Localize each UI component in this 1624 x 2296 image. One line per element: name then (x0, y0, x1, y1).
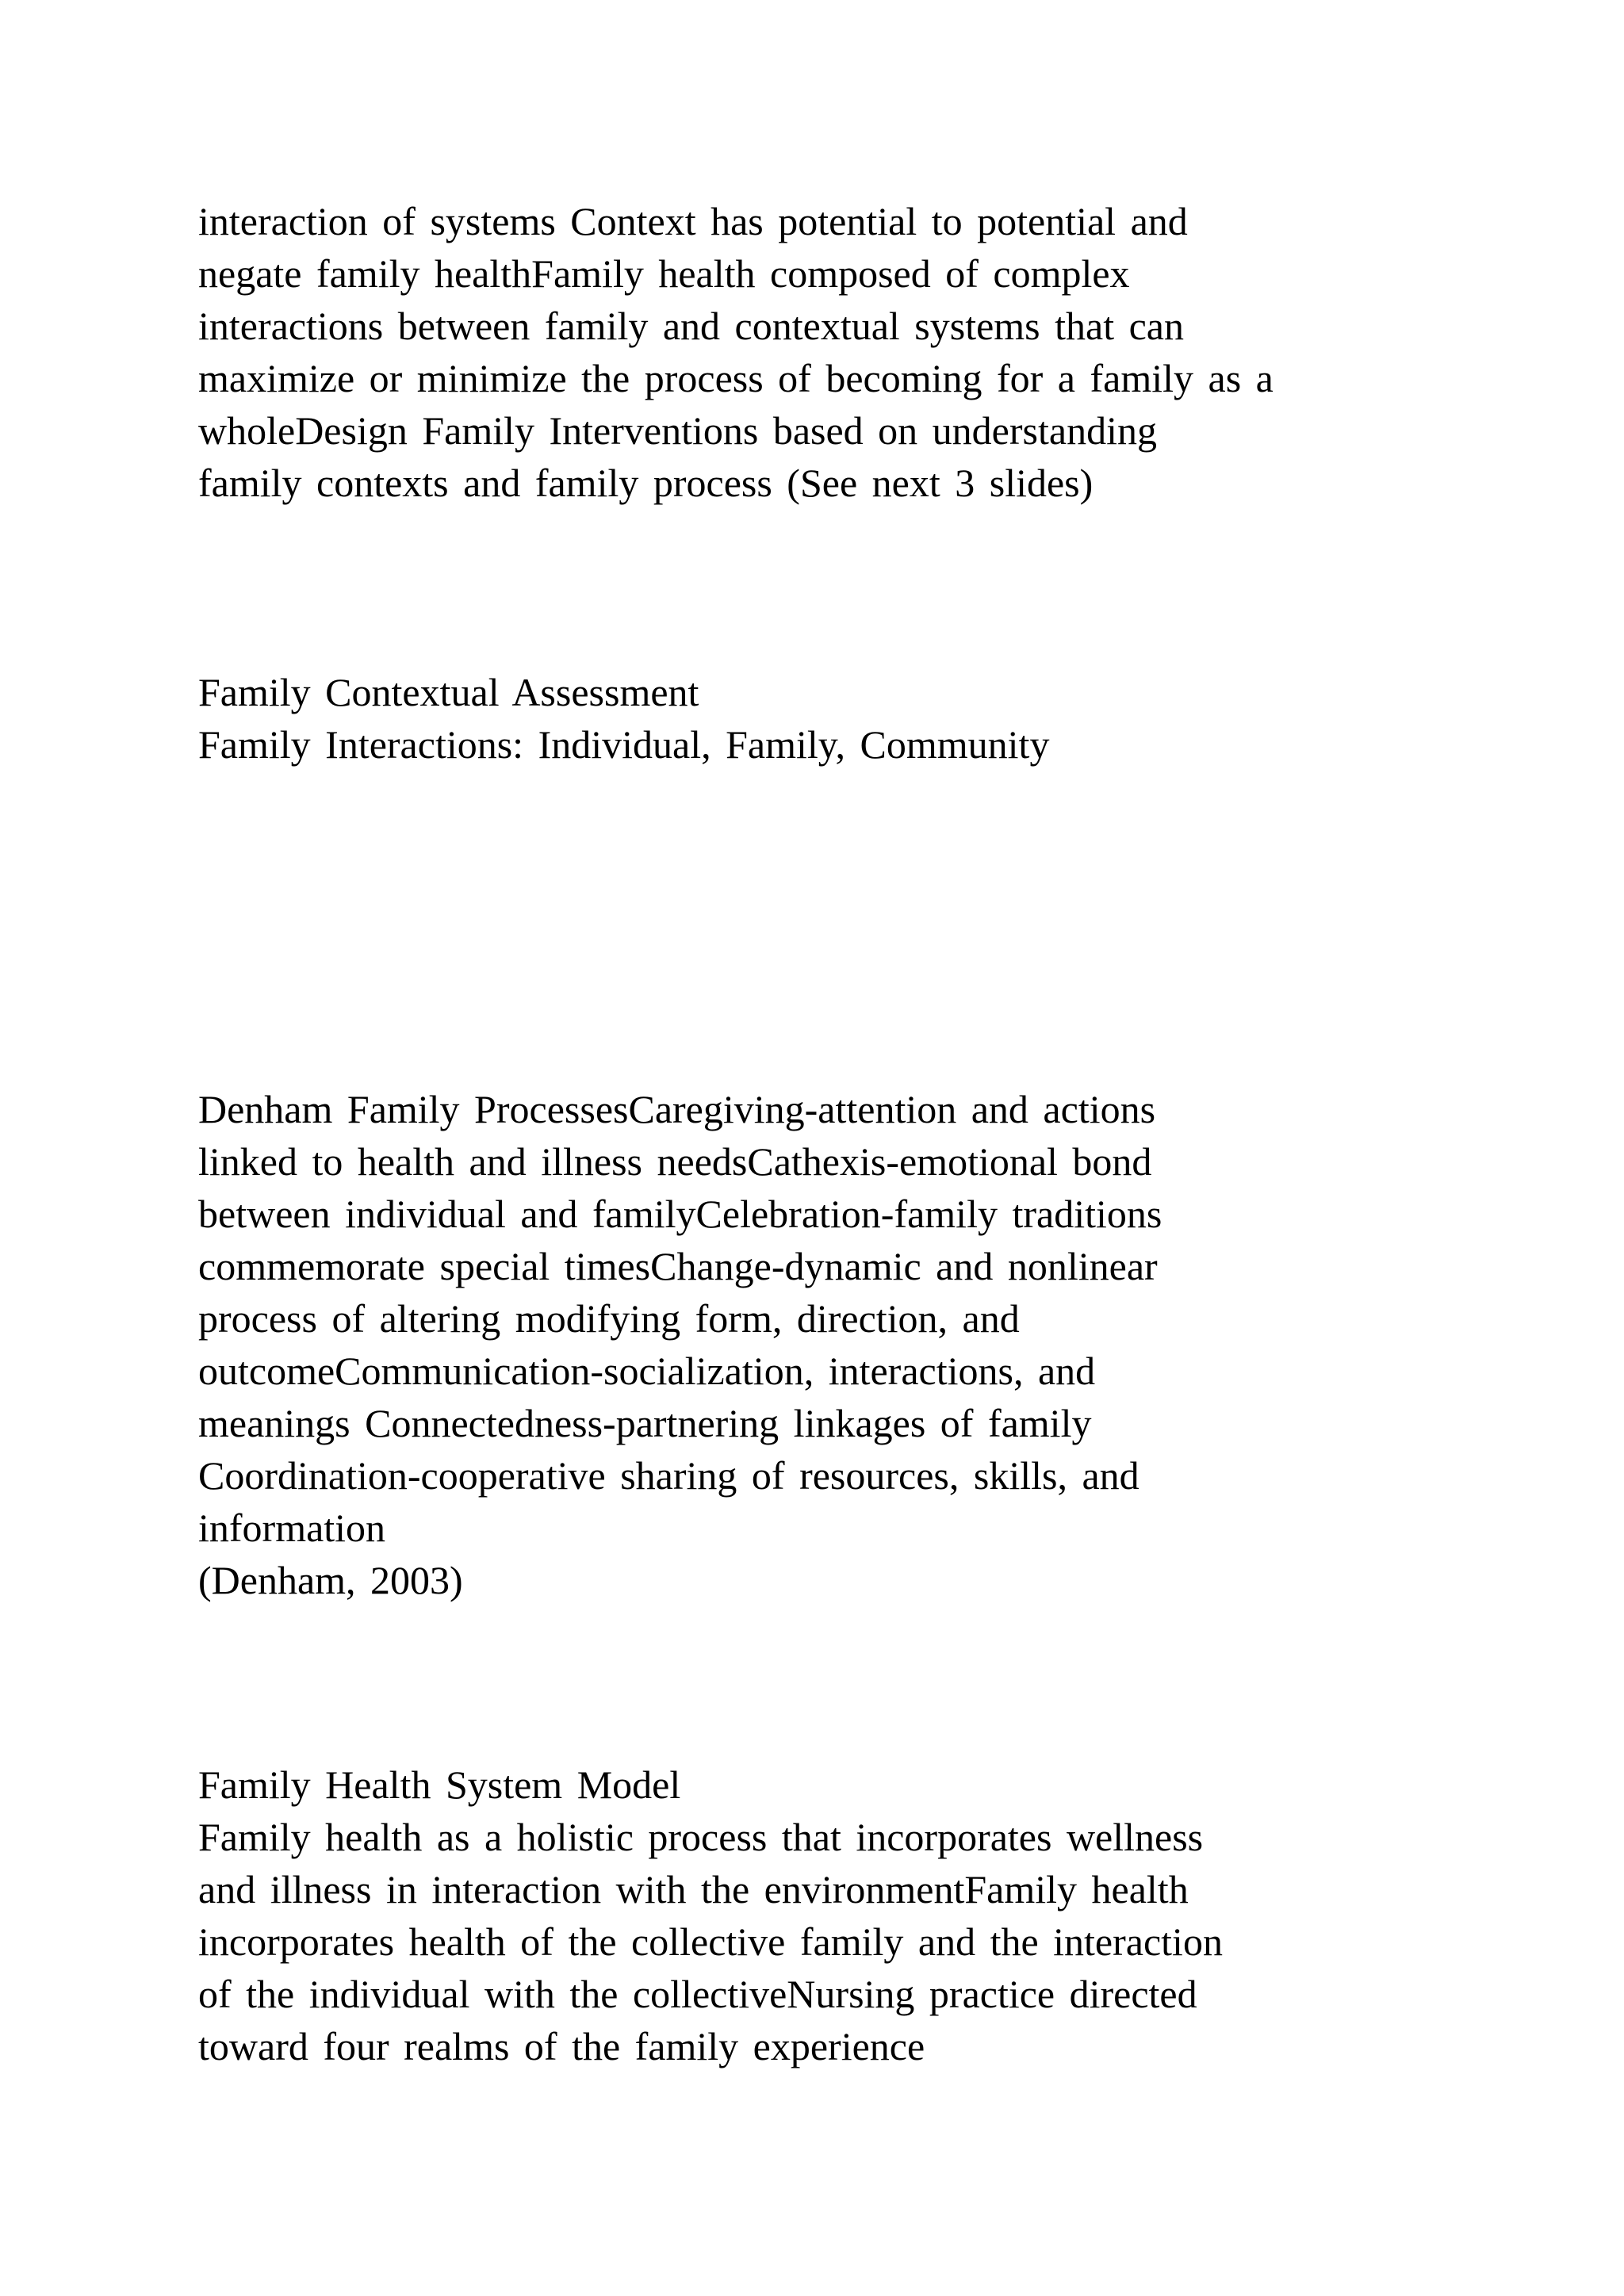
denham-processes-section (198, 1083, 1594, 1606)
paragraph-line: wholeDesign Family Interventions based on understanding (198, 408, 1157, 453)
paragraph-line: toward four realms of the family experience (198, 2024, 925, 2068)
paragraph-line: interactions between family and contextual systems that can (198, 304, 1185, 348)
section-subtitle: Family Interactions: Individual, Family, Community (198, 722, 1050, 767)
paragraph-line: Coordination-cooperative sharing of resources, skills, and (198, 1453, 1139, 1498)
section-title: Family Contextual Assessment (198, 670, 699, 714)
paragraph-line: linked to health and illness needsCathexis-emotional bond (198, 1139, 1152, 1184)
paragraph-line: Family health as a holistic process that incorporates wellness (198, 1815, 1204, 1859)
paragraph-line: interaction of systems Context has potential to potential and (198, 199, 1188, 243)
paragraph-line: negate family healthFamily health composed of complex (198, 251, 1130, 296)
family-health-system-model-section (198, 1758, 1594, 2072)
paragraph-line: incorporates health of the collective family and the interaction (198, 1919, 1223, 1964)
paragraph-line: commemorate special timesChange-dynamic and nonlinear (198, 1244, 1158, 1288)
paragraph-line: outcomeCommunication-socialization, interactions, and (198, 1349, 1096, 1393)
paragraph-line: Denham Family ProcessesCaregiving-attention and actions (198, 1087, 1156, 1131)
paragraph-line: between individual and familyCelebration-family traditions (198, 1192, 1162, 1236)
paragraph-line: family contexts and family process (See next 3 slides) (198, 461, 1094, 505)
section-title: Family Health System Model (198, 1762, 681, 1807)
contextual-assessment-section (198, 666, 1594, 771)
paragraph-line: meanings Connectedness-partnering linkages of family (198, 1401, 1092, 1445)
paragraph-line: maximize or minimize the process of becoming for a family as a (198, 356, 1274, 400)
paragraph-line: of the individual with the collectiveNursing practice directed (198, 1972, 1197, 2016)
paragraph-line: information (198, 1506, 386, 1550)
paragraph-line: process of altering modifying form, direction, and (198, 1296, 1020, 1341)
citation: (Denham, 2003) (198, 1558, 463, 1602)
intro-paragraph (198, 195, 1594, 509)
paragraph-line: and illness in interaction with the environmentFamily health (198, 1867, 1189, 1911)
